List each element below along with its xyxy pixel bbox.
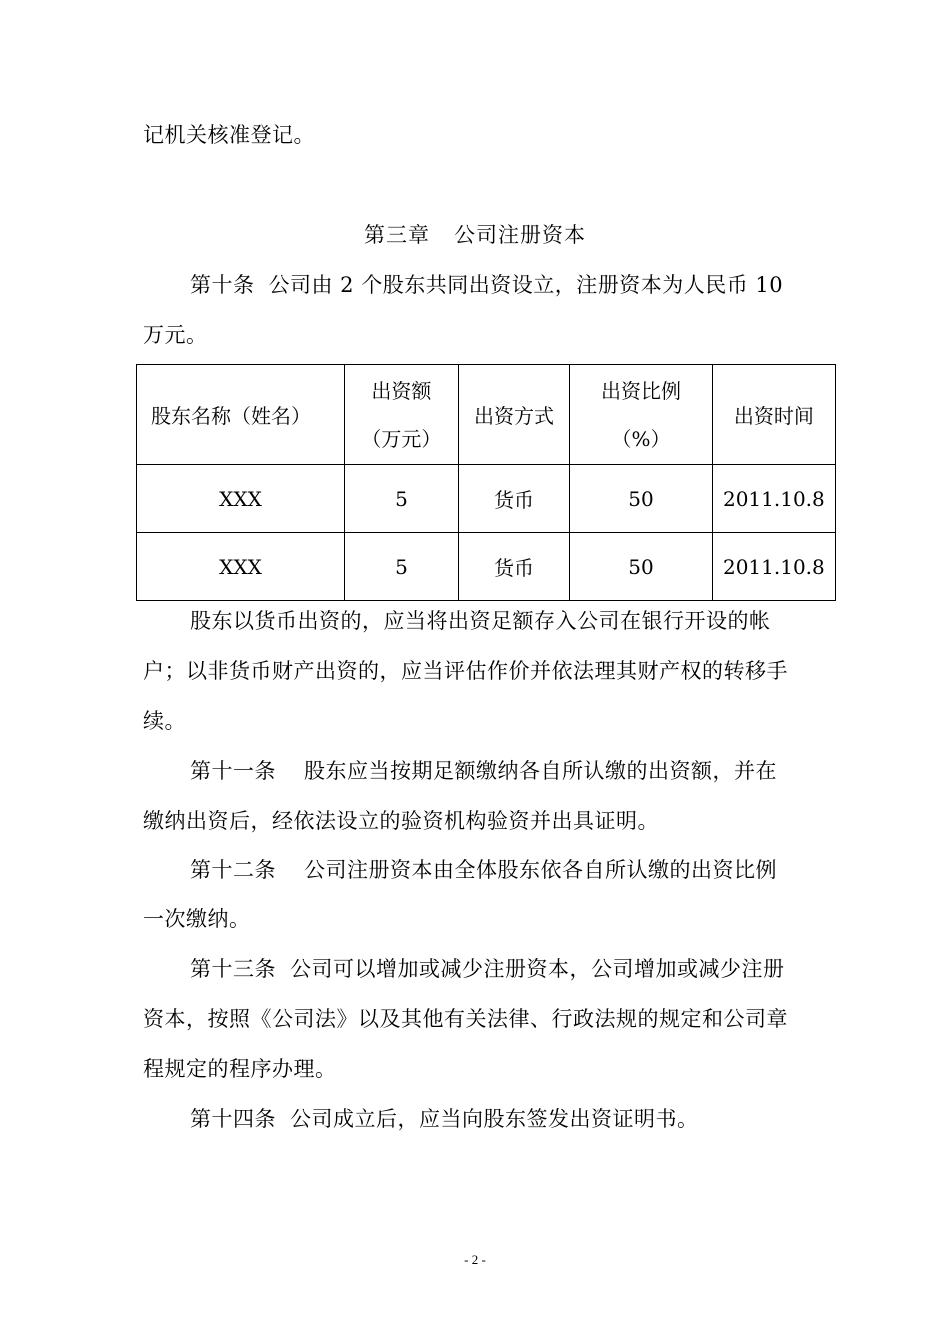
article-label: 第十二条 xyxy=(190,858,276,882)
article-label: 第十条 xyxy=(190,273,255,297)
capital-contribution-table xyxy=(136,364,836,601)
paragraph-line: 资本，按照《公司法》以及其他有关法律、行政法规的规定和公司章 xyxy=(143,1007,788,1031)
article-text: 公司由 2 个股东共同出资设立，注册资本为人民币 10 xyxy=(268,273,784,297)
cell-date: 2011.10.8 xyxy=(712,533,835,601)
header-shareholder-name: 股东名称（姓名） xyxy=(137,365,345,465)
chapter-number: 第三章 xyxy=(364,223,430,247)
header-ratio-label: 出资比例 xyxy=(600,378,681,403)
article-11-line-1 xyxy=(190,758,777,784)
article-text: 公司注册资本由全体股东依各自所认缴的出资比例 xyxy=(304,858,777,882)
table-row xyxy=(137,533,836,601)
paragraph-line: 程规定的程序办理。 xyxy=(143,1057,337,1081)
cell-method: 货币 xyxy=(458,465,569,533)
article-13-line-1 xyxy=(190,956,785,982)
cell-date: 2011.10.8 xyxy=(712,465,835,533)
article-10-line-1 xyxy=(190,272,783,298)
paragraph-line: 续。 xyxy=(143,709,186,733)
article-label: 第十四条 xyxy=(190,1107,276,1131)
cell-ratio: 50 xyxy=(570,533,713,601)
paragraph-line: 一次缴纳。 xyxy=(143,907,251,931)
table-row xyxy=(137,465,836,533)
article-10-line-2: 万元。 xyxy=(143,323,208,347)
header-amount-unit: （万元） xyxy=(361,426,442,451)
chapter-title: 公司注册资本 xyxy=(454,223,586,247)
table-header-row xyxy=(137,365,836,465)
header-ratio-unit: （%） xyxy=(611,426,671,451)
article-text: 股东应当按期足额缴纳各自所认缴的出资额，并在 xyxy=(304,759,777,783)
cell-amount: 5 xyxy=(345,533,459,601)
cell-name: XXX xyxy=(137,533,345,601)
article-text: 公司成立后，应当向股东签发出资证明书。 xyxy=(290,1107,699,1131)
article-12-line-1 xyxy=(190,857,777,883)
header-ratio xyxy=(570,365,713,465)
article-label: 第十三条 xyxy=(190,957,276,981)
chapter-heading xyxy=(0,222,950,248)
cell-method: 货币 xyxy=(458,533,569,601)
paragraph-line: 户；以非货币财产出资的，应当评估作价并依法理其财产权的转移手 xyxy=(143,659,788,683)
header-method: 出资方式 xyxy=(458,365,569,465)
header-amount-label: 出资额 xyxy=(371,378,432,403)
paragraph-line: 股东以货币出资的，应当将出资足额存入公司在银行开设的帐 xyxy=(190,609,771,633)
page-number: - 2 - xyxy=(464,1252,486,1267)
cell-ratio: 50 xyxy=(570,465,713,533)
header-amount xyxy=(345,365,459,465)
cell-name: XXX xyxy=(137,465,345,533)
article-label: 第十一条 xyxy=(190,759,276,783)
article-14-line-1 xyxy=(190,1106,699,1132)
cell-amount: 5 xyxy=(345,465,459,533)
header-date: 出资时间 xyxy=(712,365,835,465)
paragraph-line: 缴纳出资后，经依法设立的验资机构验资并出具证明。 xyxy=(143,809,659,833)
paragraph-line: 记机关核准登记。 xyxy=(143,123,315,147)
article-text: 公司可以增加或减少注册资本，公司增加或减少注册 xyxy=(290,957,785,981)
